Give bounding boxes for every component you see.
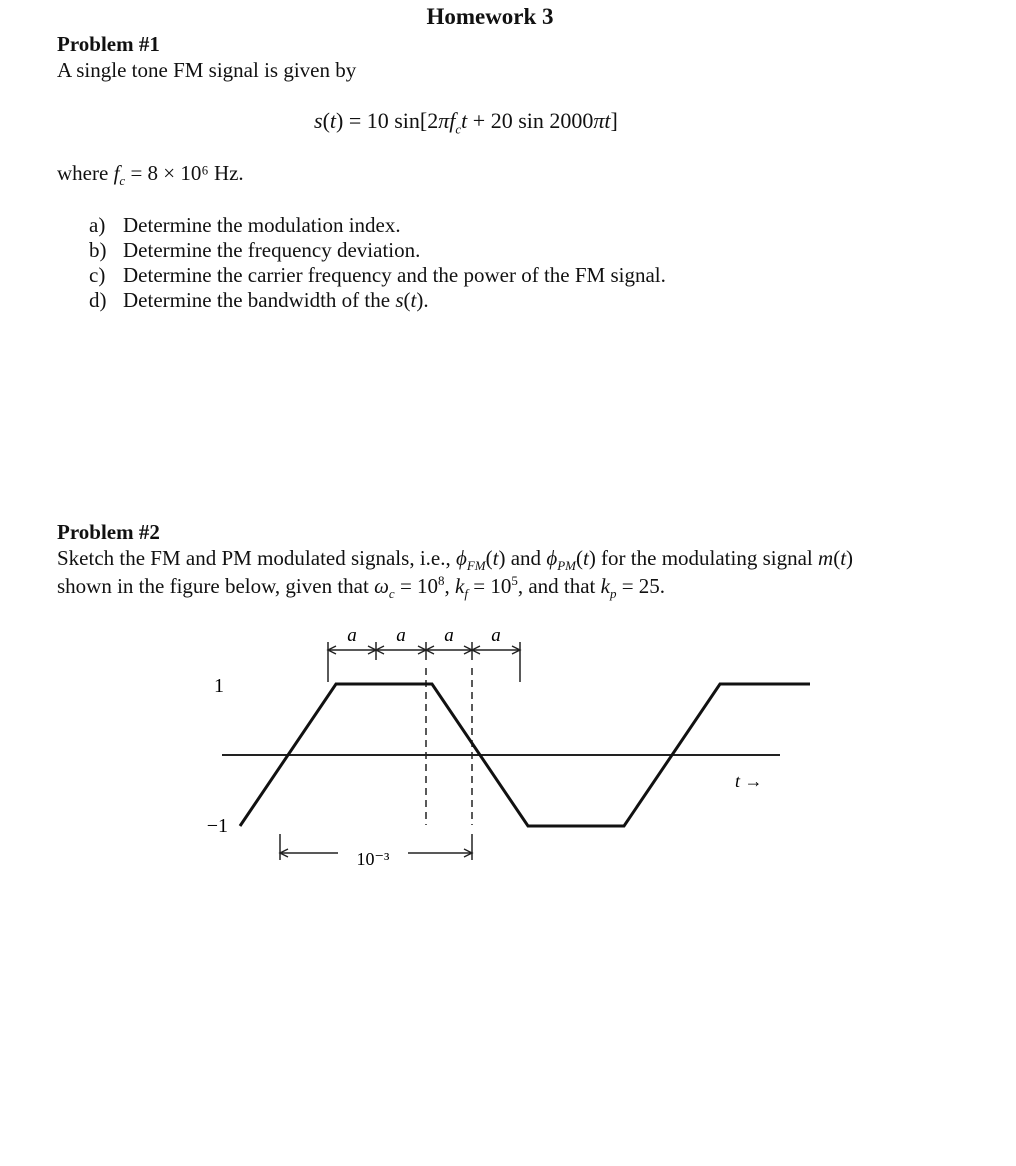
interval-label: a bbox=[347, 625, 357, 646]
problem2-heading: Problem #2 bbox=[57, 520, 160, 544]
interval-label: a bbox=[396, 625, 406, 646]
list-item: b) Determine the frequency deviation. bbox=[89, 238, 421, 262]
t-axis-label: t → bbox=[735, 771, 763, 791]
problem1-heading: Problem #1 bbox=[57, 32, 160, 56]
modulating-signal-figure bbox=[190, 620, 810, 880]
interval-label: a bbox=[444, 625, 454, 646]
y-label-top: 1 bbox=[214, 675, 224, 697]
period-label: 10⁻³ bbox=[356, 849, 390, 869]
y-label-bottom: −1 bbox=[206, 815, 228, 837]
problem1-intro: A single tone FM signal is given by bbox=[57, 58, 357, 82]
page-title: Homework 3 bbox=[426, 4, 554, 29]
list-item: a) Determine the modulation index. bbox=[89, 213, 401, 237]
problem2-line2: shown in the figure below, given that $\omega_c = 10^8$, $k_f = 10^5$, and that $k_p = 25$. bbox=[57, 573, 666, 602]
interval-arrows bbox=[328, 646, 520, 654]
problem1-where: where $f_c = 8 \times 10^6$ Hz. bbox=[57, 161, 244, 189]
problem2-line1: Sketch the FM and PM modulated signals, i.e., $\phi_{FM}(t)$ and $\phi_{PM}(t)$ for the modulating signal m(t) bbox=[57, 546, 854, 574]
problem1-equation: s(t) = 10 $\sin[2\pi f_ct + 20$ sin 2000πt] bbox=[314, 108, 618, 137]
list-item: d) Determine the bandwidth of the s(t). bbox=[89, 288, 429, 312]
interval-label: a bbox=[491, 625, 501, 646]
list-item: c) Determine the carrier frequency and the power of the FM signal. bbox=[89, 263, 666, 287]
